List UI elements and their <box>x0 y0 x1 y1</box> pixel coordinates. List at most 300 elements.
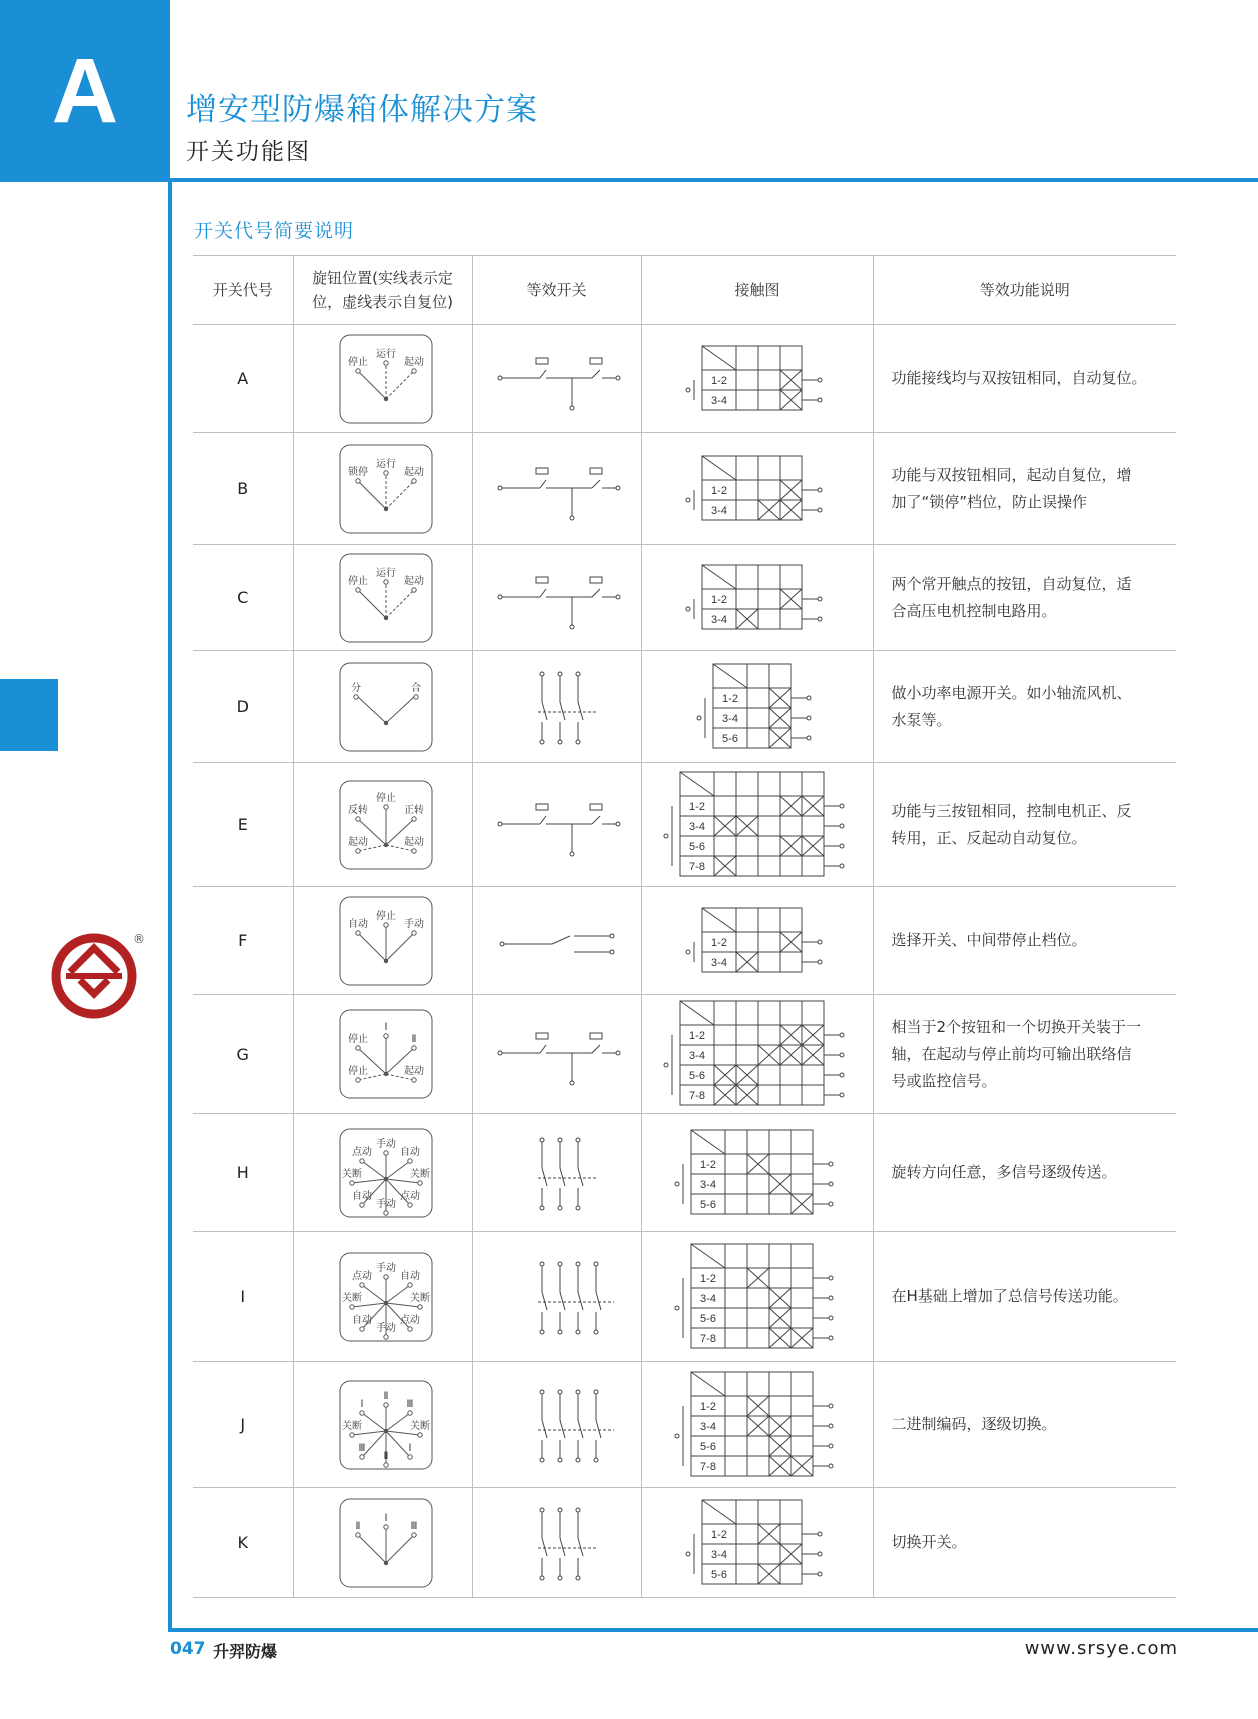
page-title: 增安型防爆箱体解决方案 <box>186 92 538 128</box>
contact-terminal <box>807 736 811 740</box>
table-row <box>193 433 1176 545</box>
knob-label: 停止 <box>347 575 368 587</box>
contact-terminal <box>664 834 668 838</box>
knob-position <box>411 848 415 852</box>
equivalent-switch-diagram <box>482 780 632 870</box>
equivalent-switch-diagram <box>482 1498 632 1588</box>
equivalent-switch-cell <box>472 1488 641 1598</box>
contact-terminal <box>829 1336 833 1340</box>
contact-row-label: 3-4 <box>700 1178 716 1191</box>
equivalent-switch-cell <box>472 763 641 887</box>
knob-center <box>383 842 387 846</box>
contact-row-label: 5-6 <box>689 840 705 853</box>
knob-label: 自动 <box>351 1190 372 1202</box>
knob-label: Ⅰ <box>408 1442 411 1454</box>
knob-diagram <box>328 1375 438 1475</box>
knob-position <box>407 1282 411 1286</box>
switch-terminal <box>576 1458 580 1462</box>
knob-spoke <box>386 1535 414 1563</box>
contact-terminal <box>829 1316 833 1320</box>
knob-spoke <box>386 481 414 509</box>
knob-position-cell <box>293 887 472 995</box>
switch-code: K <box>193 1488 293 1598</box>
contact-grid-diagonal <box>702 565 736 589</box>
knob-position <box>407 1326 411 1330</box>
contact-terminal <box>818 378 822 382</box>
contact-row-label: 1-2 <box>711 484 727 497</box>
knob-label: 自动 <box>399 1146 420 1158</box>
contact-terminal <box>818 508 822 512</box>
knob-position <box>383 470 387 474</box>
equivalent-switch-diagram <box>482 896 632 986</box>
knob-position <box>355 816 359 820</box>
description-line: 功能与三按钮相同，控制电机正、反 <box>891 801 1132 820</box>
switch-code: C <box>193 545 293 651</box>
knob-position <box>411 1046 415 1050</box>
knob-label: 合 <box>410 682 421 694</box>
header-knob <box>293 256 472 325</box>
contact-row-label: 7-8 <box>689 1090 705 1102</box>
switch-terminal <box>540 1330 544 1334</box>
switch-button-contact <box>540 480 546 488</box>
page-subtitle: 开关功能图 <box>186 139 311 165</box>
switch-terminal <box>594 1458 598 1462</box>
contact-terminal <box>686 498 690 502</box>
header-function-description: 等效功能说明 <box>873 256 1176 325</box>
contact-diagram-cell <box>641 545 873 651</box>
header-code: 开关代号 <box>193 256 293 325</box>
function-description <box>873 651 1176 763</box>
contact-row-label: 5-6 <box>700 1198 716 1211</box>
contact-diagram <box>650 995 864 1113</box>
switch-contact-blade <box>578 1292 583 1310</box>
equivalent-switch-diagram <box>482 1128 632 1218</box>
knob-label: 停止 <box>347 356 368 368</box>
function-description <box>873 1232 1176 1362</box>
table-row <box>193 325 1176 433</box>
contact-terminal <box>686 1552 690 1556</box>
contact-row-label: 3-4 <box>711 613 727 626</box>
contact-row-label: 5-6 <box>689 1070 705 1082</box>
contact-terminal <box>818 398 822 402</box>
contact-diagram-cell <box>641 325 873 433</box>
switch-terminal <box>610 950 614 954</box>
knob-label: 锁停 <box>347 466 368 478</box>
knob-position <box>359 1282 363 1286</box>
knob-center <box>383 1176 387 1180</box>
knob-label: Ⅱ <box>383 1450 388 1462</box>
knob-position-cell <box>293 325 472 433</box>
knob-spoke <box>386 590 414 618</box>
switch-contact-blade <box>542 1538 547 1556</box>
knob-label: 手动 <box>375 1138 396 1150</box>
knob-label: 点动 <box>399 1190 420 1202</box>
switch-contact-blade <box>578 1420 583 1438</box>
knob-label: 起动 <box>403 466 424 478</box>
brand-name: 升羿防爆 <box>213 1642 278 1661</box>
knob-diagram <box>328 548 438 648</box>
knob-position <box>359 1158 363 1162</box>
switch-terminal <box>498 1051 502 1055</box>
switch-terminal <box>500 942 504 946</box>
section-title: 开关代号简要说明 <box>194 220 355 242</box>
knob-label: 起动 <box>403 356 424 368</box>
side-tab <box>0 679 58 751</box>
knob-position <box>359 1454 363 1458</box>
knob-label: 自动 <box>399 1270 420 1282</box>
table-row <box>193 1362 1176 1488</box>
knob-position <box>383 1462 387 1466</box>
contact-terminal <box>829 1464 833 1468</box>
knob-position <box>355 1532 359 1536</box>
switch-terminal <box>576 1206 580 1210</box>
knob-label: Ⅰ <box>384 1022 387 1033</box>
knob-label: 分 <box>350 682 361 694</box>
knob-label: 起动 <box>347 836 368 848</box>
switch-code: G <box>193 995 293 1114</box>
knob-label: 手动 <box>375 1262 396 1274</box>
knob-position <box>383 1034 387 1038</box>
contact-row-label: 1-2 <box>700 1158 716 1171</box>
switch-button-contact <box>592 816 600 824</box>
switch-terminal <box>570 625 574 629</box>
switch-terminal <box>594 1390 598 1394</box>
contact-row-label: 3-4 <box>711 956 727 969</box>
knob-spoke <box>358 590 386 618</box>
knob-position <box>383 1150 387 1154</box>
description-line: 二进制编码，逐级切换。 <box>891 1415 1057 1433</box>
contact-diagram <box>672 559 842 637</box>
description-line: 两个常开触点的按钮，自动复位，适 <box>891 574 1132 593</box>
table-row <box>193 995 1176 1114</box>
switch-code: H <box>193 1114 293 1232</box>
switch-button-cap <box>536 358 548 364</box>
knob-position <box>407 1454 411 1458</box>
contact-terminal <box>840 1073 844 1077</box>
contact-grid-diagonal <box>691 1130 725 1154</box>
knob-spoke <box>386 371 414 399</box>
switch-terminal <box>558 1262 562 1266</box>
switch-button-cap <box>590 577 602 583</box>
contact-terminal <box>664 1063 668 1067</box>
switch-terminal <box>558 1508 562 1512</box>
knob-diagram <box>328 329 438 429</box>
switch-blade <box>552 936 570 944</box>
knob-position <box>349 1180 353 1184</box>
knob-position <box>407 1202 411 1206</box>
switch-terminal <box>576 672 580 676</box>
contact-diagram <box>661 1238 853 1356</box>
description-line: 选择开关、中间带停止档位。 <box>891 931 1087 949</box>
contact-grid-diagonal <box>702 346 736 370</box>
function-description <box>873 1488 1176 1598</box>
knob-spoke <box>362 1285 386 1303</box>
contact-diagram <box>672 340 842 418</box>
header-contact-diagram: 接触图 <box>641 256 873 325</box>
equivalent-switch-cell <box>472 887 641 995</box>
knob-spoke <box>386 1431 410 1457</box>
knob-label: 停止 <box>375 910 396 922</box>
company-logo <box>50 932 138 1024</box>
contact-terminal <box>829 1182 833 1186</box>
header-rule <box>170 178 1258 182</box>
contact-row-label: 3-4 <box>711 1548 727 1561</box>
knob-position-cell <box>293 1114 472 1232</box>
switch-terminal <box>558 740 562 744</box>
knob-label: 运行 <box>375 567 396 579</box>
equivalent-switch-cell <box>472 651 641 763</box>
knob-position <box>355 368 359 372</box>
contact-diagram-cell <box>641 1488 873 1598</box>
contact-terminal <box>818 1572 822 1576</box>
contact-terminal <box>829 1162 833 1166</box>
knob-spoke <box>386 1413 410 1431</box>
equivalent-switch-diagram <box>482 1009 632 1099</box>
contact-row-label: 1-2 <box>711 1528 727 1541</box>
bottom-rule <box>168 1628 1258 1632</box>
knob-label: 正转 <box>403 804 424 816</box>
switch-button-contact <box>592 370 600 378</box>
equivalent-switch-cell <box>472 1362 641 1488</box>
contact-row-label: 7-8 <box>689 860 705 873</box>
switch-terminal <box>540 1262 544 1266</box>
switch-button-cap <box>536 468 548 474</box>
knob-spoke <box>386 933 414 961</box>
switch-button-contact <box>540 589 546 597</box>
contact-terminal <box>829 1444 833 1448</box>
contact-row-label: 7-8 <box>700 1332 716 1345</box>
switch-terminal <box>616 486 620 490</box>
header-knob-line: 位，虚线表示自复位) <box>312 293 453 311</box>
description-line: 旋转方向任意，多信号逐级传送。 <box>891 1163 1117 1181</box>
knob-label: Ⅰ <box>360 1398 363 1410</box>
switch-terminal <box>616 1051 620 1055</box>
contact-grid-diagonal <box>680 772 714 796</box>
function-description <box>873 545 1176 651</box>
switch-terminal <box>558 1330 562 1334</box>
contact-row-label: 5-6 <box>722 732 738 745</box>
contact-grid-diagonal <box>702 908 736 932</box>
left-rule <box>168 182 172 1632</box>
table-row <box>193 545 1176 651</box>
switch-contact-blade <box>596 1420 601 1438</box>
contact-row-label: 5-6 <box>700 1440 716 1453</box>
knob-position <box>349 1432 353 1436</box>
contact-row-label: 3-4 <box>722 712 738 725</box>
switch-terminal <box>558 672 562 676</box>
contact-terminal <box>840 844 844 848</box>
description-line: 加了“锁停”档位，防止误操作 <box>891 492 1088 511</box>
contact-row-label: 1-2 <box>711 374 727 387</box>
switch-code: D <box>193 651 293 763</box>
contact-row-label: 5-6 <box>700 1312 716 1325</box>
knob-position-cell <box>293 433 472 545</box>
switch-terminal <box>558 1390 562 1394</box>
table-row <box>193 651 1176 763</box>
contact-terminal <box>818 960 822 964</box>
switch-terminal <box>576 1330 580 1334</box>
header-knob-line: 旋钮位置(实线表示定 <box>312 269 453 287</box>
switch-button-cap <box>590 804 602 810</box>
switch-contact-blade <box>578 1538 583 1556</box>
knob-position <box>411 368 415 372</box>
switch-contact-blade <box>542 702 547 720</box>
contact-row-label: 3-4 <box>711 504 727 517</box>
knob-center <box>383 1300 387 1304</box>
contact-diagram <box>661 1366 853 1484</box>
switch-contact-blade <box>596 1292 601 1310</box>
contact-diagram <box>683 658 831 756</box>
knob-label: 手动 <box>375 1322 396 1334</box>
contact-terminal <box>840 1093 844 1097</box>
knob-label: Ⅰ <box>384 1512 387 1524</box>
knob-label: 关断 <box>341 1420 362 1432</box>
function-description <box>873 763 1176 887</box>
contact-terminal <box>840 824 844 828</box>
contact-terminal <box>829 1424 833 1428</box>
contact-diagram-cell <box>641 1362 873 1488</box>
switch-contact-blade <box>560 702 565 720</box>
table-row <box>193 763 1176 887</box>
switch-terminal <box>570 1081 574 1085</box>
switch-terminal <box>616 822 620 826</box>
knob-diagram <box>328 1247 438 1347</box>
knob-center <box>383 1428 387 1432</box>
knob-label: Ⅲ <box>358 1442 365 1454</box>
knob-position <box>355 478 359 482</box>
table-row <box>193 1232 1176 1362</box>
contact-diagram <box>672 902 842 980</box>
knob-label: 起动 <box>403 836 424 848</box>
function-description <box>873 1114 1176 1232</box>
switch-button-contact <box>592 589 600 597</box>
knob-spoke <box>358 481 386 509</box>
knob-position <box>383 1402 387 1406</box>
knob-spoke <box>358 933 386 961</box>
knob-center <box>383 958 387 962</box>
knob-position <box>355 1046 359 1050</box>
knob-position <box>383 922 387 926</box>
contact-terminal <box>829 1296 833 1300</box>
knob-position <box>355 848 359 852</box>
knob-center <box>383 1560 387 1564</box>
knob-spoke <box>362 1413 386 1431</box>
switch-terminal <box>558 1576 562 1580</box>
contact-diagram-cell <box>641 1114 873 1232</box>
knob-label: 关断 <box>341 1292 362 1304</box>
switch-button-contact <box>592 1045 600 1053</box>
contact-terminal <box>829 1404 833 1408</box>
switch-terminal <box>540 740 544 744</box>
table-row <box>193 887 1176 995</box>
switch-code: A <box>193 325 293 433</box>
switch-terminal <box>540 1508 544 1512</box>
knob-position-cell <box>293 545 472 651</box>
equivalent-switch-cell <box>472 995 641 1114</box>
knob-label: 手动 <box>403 918 424 930</box>
description-line: 合高压电机控制电路用。 <box>891 601 1057 620</box>
knob-center <box>383 720 387 724</box>
knob-position <box>383 1274 387 1278</box>
contact-row-label: 1-2 <box>711 936 727 949</box>
switch-terminal <box>570 406 574 410</box>
knob-diagram <box>328 439 438 539</box>
contact-terminal <box>686 607 690 611</box>
contact-diagram-cell <box>641 995 873 1114</box>
knob-label: 起动 <box>403 575 424 587</box>
knob-diagram <box>328 775 438 875</box>
contact-grid-diagonal <box>702 456 736 480</box>
contact-terminal <box>840 864 844 868</box>
function-description <box>873 433 1176 545</box>
knob-position <box>413 694 417 698</box>
contact-terminal <box>818 617 822 621</box>
contact-terminal <box>697 716 701 720</box>
description-line: 功能与双按钮相同，起动自复位，增 <box>891 465 1132 484</box>
description-line: 功能接线均与双按钮相同，自动复位。 <box>891 369 1147 387</box>
knob-position <box>411 1532 415 1536</box>
knob-position <box>383 360 387 364</box>
contact-row-label: 7-8 <box>700 1460 716 1473</box>
contact-grid-diagonal <box>702 1500 736 1524</box>
knob-position-cell <box>293 1232 472 1362</box>
contact-grid-diagonal <box>680 1001 714 1025</box>
knob-position <box>349 1304 353 1308</box>
switch-terminal <box>576 1138 580 1142</box>
knob-position <box>407 1158 411 1162</box>
knob-position <box>353 694 357 698</box>
contact-diagram <box>672 1494 842 1592</box>
knob-position <box>411 478 415 482</box>
contact-diagram <box>661 1124 853 1222</box>
knob-position <box>411 930 415 934</box>
contact-terminal <box>818 1532 822 1536</box>
knob-position-cell <box>293 651 472 763</box>
knob-label: 关断 <box>409 1292 430 1304</box>
knob-center <box>383 396 387 400</box>
contact-diagram-cell <box>641 433 873 545</box>
knob-label: Ⅲ <box>406 1398 413 1410</box>
switch-terminal <box>610 934 614 938</box>
knob-diagram <box>328 1493 438 1593</box>
knob-diagram <box>328 1123 438 1223</box>
switch-terminal <box>498 486 502 490</box>
knob-spoke <box>386 1161 410 1179</box>
knob-label: 起动 <box>403 1066 424 1077</box>
knob-position <box>359 1326 363 1330</box>
contact-terminal <box>829 1202 833 1206</box>
switch-code: B <box>193 433 293 545</box>
knob-label: 停止 <box>347 1066 368 1077</box>
contact-row-label: 1-2 <box>689 800 705 813</box>
knob-spoke <box>362 1431 386 1457</box>
switch-terminal <box>540 1138 544 1142</box>
switch-terminal <box>576 1508 580 1512</box>
contact-terminal <box>840 804 844 808</box>
switch-terminal <box>570 516 574 520</box>
function-description <box>873 325 1176 433</box>
equivalent-switch-cell <box>472 545 641 651</box>
knob-spoke <box>386 1285 410 1303</box>
knob-position-cell <box>293 1488 472 1598</box>
switch-code: J <box>193 1362 293 1488</box>
contact-row-label: 1-2 <box>700 1400 716 1413</box>
contact-grid-diagonal <box>713 664 747 688</box>
contact-terminal <box>675 1182 679 1186</box>
contact-diagram <box>672 450 842 528</box>
table-header-row <box>193 256 1176 325</box>
switch-terminal <box>594 1262 598 1266</box>
